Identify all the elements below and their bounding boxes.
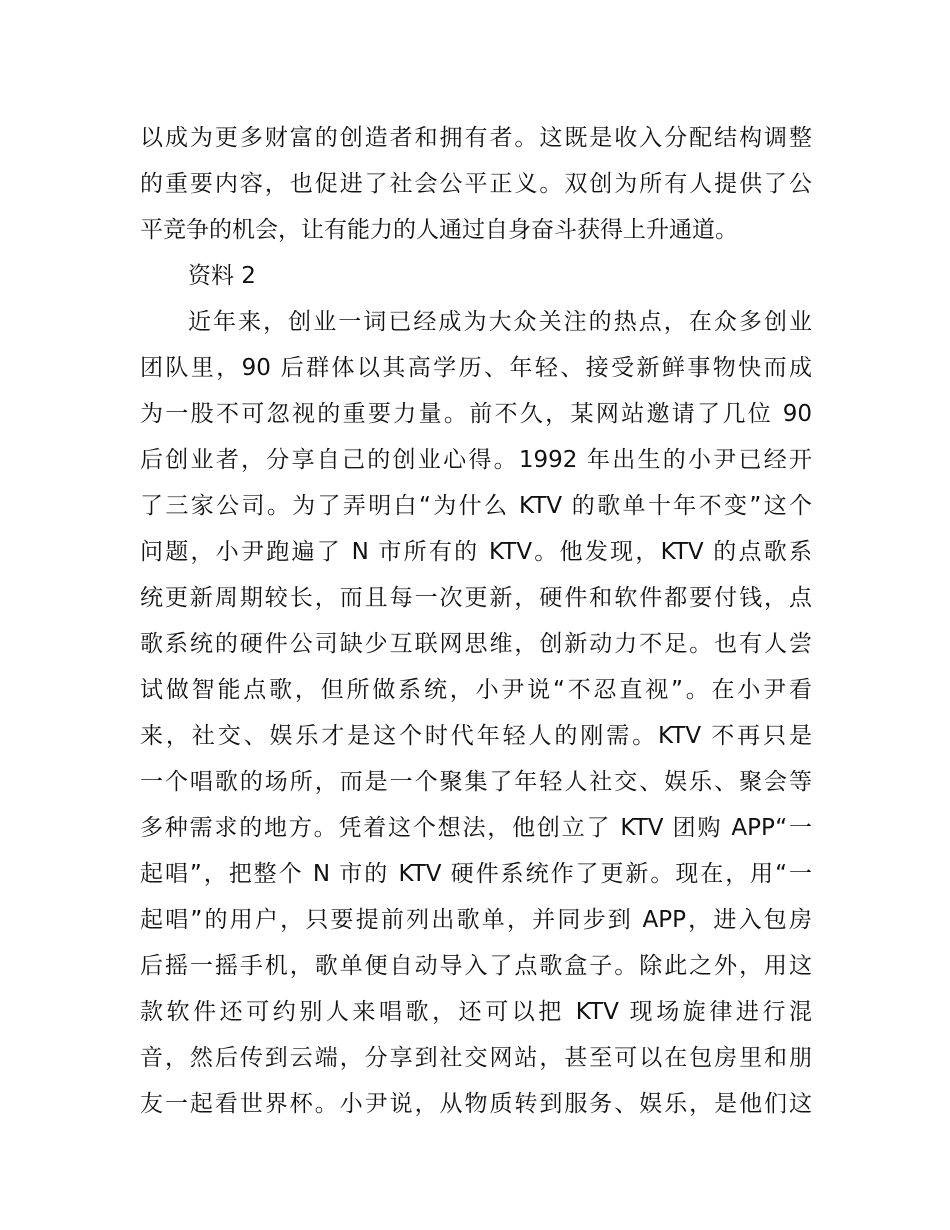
paragraph-2 [140,299,812,1127]
text-line: 多种需求的地方。凭着这个想法，他创立了 KTV 团购 APP“一 [140,815,812,841]
text-line: 友一起看世界杯。小尹说，从物质转到服务、娱乐，是他们这 [140,1091,812,1117]
text-line: 款软件还可约别人来唱歌，还可以把 KTV 现场旋律进行混 [140,999,812,1025]
text-line: 歌系统的硬件公司缺少互联网思维，创新动力不足。也有人尝 [140,631,812,657]
text-line: 问题，小尹跑遍了 N 市所有的 KTV。他发现，KTV 的点歌系 [140,539,812,565]
text-line: 为一股不可忽视的重要力量。前不久，某网站邀请了几位 90 [140,401,812,427]
text-line: 试做智能点歌，但所做系统，小尹说“不忍直视”。在小尹看 [140,677,812,703]
text-line: 团队里，90 后群体以其高学历、年轻、接受新鲜事物快而成 [140,355,812,381]
text-line: 近年来，创业一词已经成为大众关注的热点，在众多创业 [188,309,812,335]
text-line: 起唱”，把整个 N 市的 KTV 硬件系统作了更新。现在，用“一 [140,861,812,887]
paragraph-1 [140,115,812,253]
text-line: 了三家公司。为了弄明白“为什么 KTV 的歌单十年不变”这个 [140,493,812,519]
text-line: 后创业者，分享自己的创业心得。1992 年出生的小尹已经开 [140,447,812,473]
text-line: 后摇一摇手机，歌单便自动导入了点歌盒子。除此之外，用这 [140,953,812,979]
text-line: 起唱”的用户，只要提前列出歌单，并同步到 APP，进入包房 [140,907,812,933]
document-body [140,115,812,1127]
text-line: 一个唱歌的场所，而是一个聚集了年轻人社交、娱乐、聚会等 [140,769,812,795]
section-heading: 资料 2 [188,263,256,289]
text-line: 统更新周期较长，而且每一次更新，硬件和软件都要付钱，点 [140,585,812,611]
text-line: 以成为更多财富的创造者和拥有者。这既是收入分配结构调整 [140,125,812,151]
text-line: 来，社交、娱乐才是这个时代年轻人的刚需。KTV 不再只是 [140,723,812,749]
text-line: 平竞争的机会，让有能力的人通过自身奋斗获得上升通道。 [140,217,738,243]
text-line: 音，然后传到云端，分享到社交网站，甚至可以在包房里和朋 [140,1045,812,1071]
text-line: 的重要内容，也促进了社会公平正义。双创为所有人提供了公 [140,171,812,197]
